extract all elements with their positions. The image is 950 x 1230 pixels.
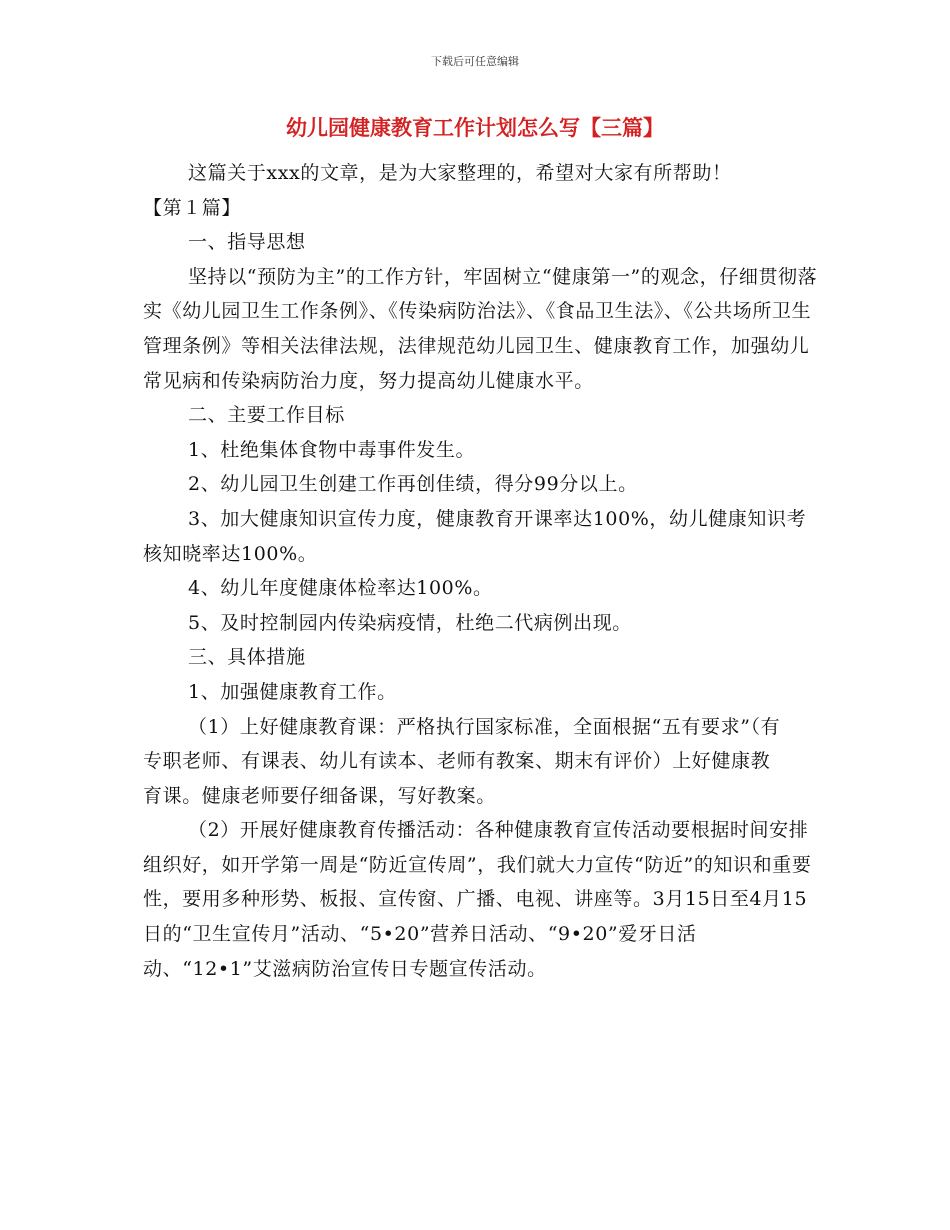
measure-subitem-2: （2）开展好健康教育传播活动：各种健康教育宣传活动要根据时间安排组织好，如开学第一周是“防近宣传周”，我们就大力宣传“防近”的知识和重要性，要用多种形势、板报、宣传窗、广播、电视、讲座等。3月15日至4月15日的“卫生宣传月”活动、“5•20”营养日活动、“9•20”爱牙日活动、“12•1”艾滋病防治宣传日专题宣传活动。	[143, 819, 812, 980]
page-header-note: 下载后可任意编辑	[431, 55, 519, 68]
heading-specific-measures: 三、具体措施	[188, 646, 306, 669]
goal-item-4: 4、幼儿年度健康体检率达100%。	[188, 577, 493, 600]
goal-item-5: 5、及时控制园内传染病疫情，杜绝二代病例出现。	[188, 611, 632, 634]
section-marker: 【第１篇】	[143, 196, 242, 219]
goal-item-2: 2、幼儿园卫生创建工作再创佳绩，得分99分以上。	[188, 473, 638, 496]
document-body	[143, 156, 823, 986]
goal-item-3: 3、加大健康知识宣传力度，健康教育开课率达100%，幼儿健康知识考核知晓率达100%。	[143, 507, 807, 565]
heading-main-goals: 二、主要工作目标	[188, 404, 345, 427]
measure-subitem-1: （1）上好健康教育课：严格执行国家标准，全面根据“五有要求”（有专职老师、有课表、幼儿有读本、老师有教案、期末有评价）上好健康教育课。健康老师要仔细备课，写好教案。	[143, 715, 781, 807]
goal-item-1: 1、杜绝集体食物中毒事件发生。	[188, 438, 476, 461]
measure-item-1: 1、加强健康教育工作。	[188, 680, 397, 703]
document-title: 幼儿园健康教育工作计划怎么写【三篇】	[286, 116, 664, 140]
intro-paragraph: 这篇关于xxx的文章，是为大家整理的，希望对大家有所帮助！	[188, 162, 732, 184]
heading-guiding-ideology: 一、指导思想	[188, 231, 306, 254]
paragraph-guiding-ideology: 坚持以“预防为主”的工作方针，牢固树立“健康第一”的观念，仔细贯彻落实《幼儿园卫生工作条例》、《传染病防治法》、《食品卫生法》、《公共场所卫生管理条例》等相关法律法规，法律规范幼儿园卫生、健康教育工作，加强幼儿常见病和传染病防治力度，努力提高幼儿健康水平。	[143, 265, 818, 392]
